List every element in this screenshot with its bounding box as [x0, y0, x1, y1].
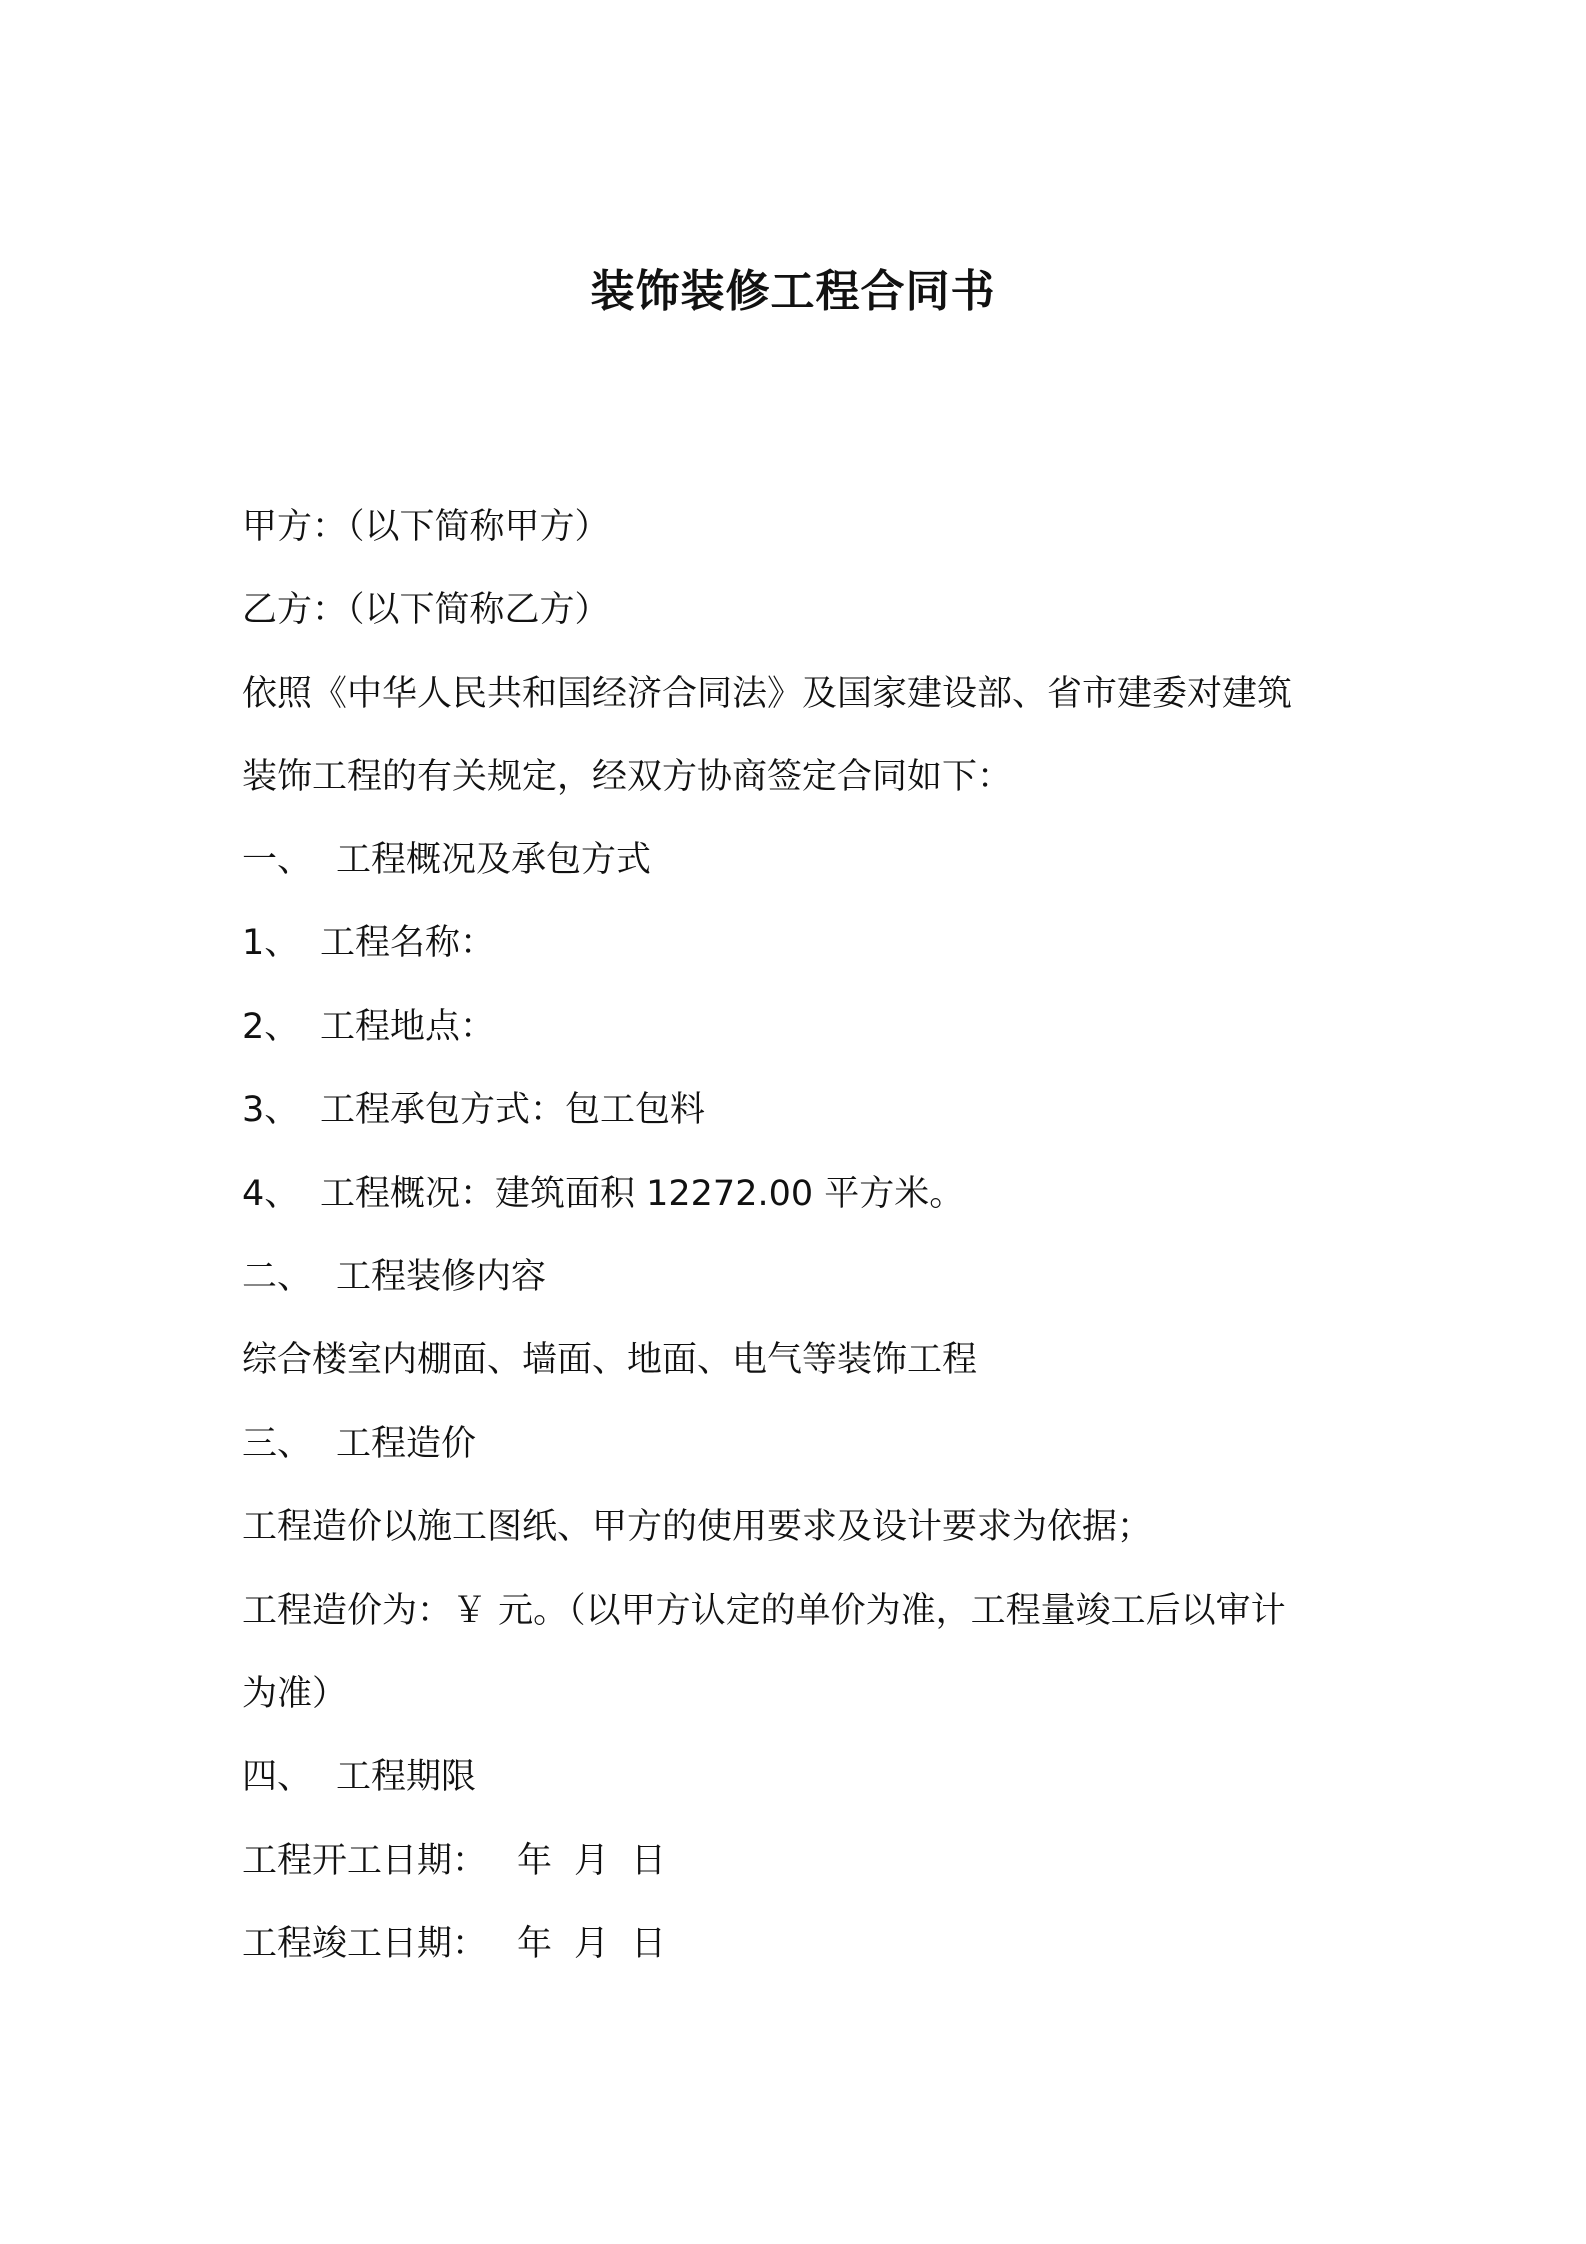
- price-line-2: 为准）: [242, 1674, 348, 1714]
- year-label: 年: [517, 1841, 553, 1881]
- item-text: 工程地点：: [320, 1007, 496, 1047]
- section-2-title: 工程装修内容: [336, 1257, 547, 1297]
- section-4-heading: [242, 1752, 476, 1802]
- day-label: 日: [631, 1841, 667, 1881]
- section-4-title: 工程期限: [336, 1757, 477, 1797]
- preamble-line-2: 装饰工程的有关规定，经双方协商签定合同如下：: [242, 757, 1013, 797]
- item-number: 4、: [242, 1174, 300, 1214]
- month-label: 月: [574, 1841, 610, 1881]
- section-3-heading: [242, 1419, 476, 1469]
- item-text: 工程概况：建筑面积 12272.00 平方米。: [320, 1174, 965, 1214]
- list-item: [242, 1169, 964, 1219]
- party-b-line: 乙方：（以下简称乙方）: [242, 590, 610, 630]
- section-2-content: 综合楼室内棚面、墙面、地面、电气等装饰工程: [242, 1340, 978, 1380]
- start-date-label: 工程开工日期：: [242, 1841, 488, 1881]
- party-a-line: 甲方：（以下简称甲方）: [242, 507, 610, 547]
- preamble-line-1: 依照《中华人民共和国经济合同法》及国家建设部、省市建委对建筑: [242, 674, 1293, 714]
- end-date-label: 工程竣工日期：: [242, 1924, 488, 1964]
- section-1-number: 一、: [242, 840, 313, 880]
- list-item: [242, 1002, 495, 1052]
- item-number: 3、: [242, 1090, 300, 1130]
- item-number: 2、: [242, 1007, 300, 1047]
- start-date-line: [242, 1836, 666, 1886]
- document-title: 装饰装修工程合同书: [590, 266, 996, 317]
- year-label: 年: [517, 1924, 553, 1964]
- section-3-number: 三、: [242, 1424, 313, 1464]
- section-2-heading: [242, 1252, 546, 1302]
- list-item: [242, 918, 495, 968]
- day-label: 日: [631, 1924, 667, 1964]
- section-4-number: 四、: [242, 1757, 313, 1797]
- list-item: [242, 1085, 705, 1135]
- section-1-title: 工程概况及承包方式: [336, 840, 652, 880]
- price-line-1: 工程造价为：￥ 元。（以甲方认定的单价为准，工程量竣工后以审计: [242, 1591, 1286, 1631]
- section-1-heading: [242, 835, 651, 885]
- month-label: 月: [574, 1924, 610, 1964]
- section-2-number: 二、: [242, 1257, 313, 1297]
- end-date-line: [242, 1919, 666, 1969]
- item-text: 工程名称：: [320, 923, 496, 963]
- price-basis-line: 工程造价以施工图纸、甲方的使用要求及设计要求为依据；: [242, 1507, 1153, 1547]
- item-text: 工程承包方式：包工包料: [320, 1090, 706, 1130]
- item-number: 1、: [242, 923, 300, 963]
- section-3-title: 工程造价: [336, 1424, 477, 1464]
